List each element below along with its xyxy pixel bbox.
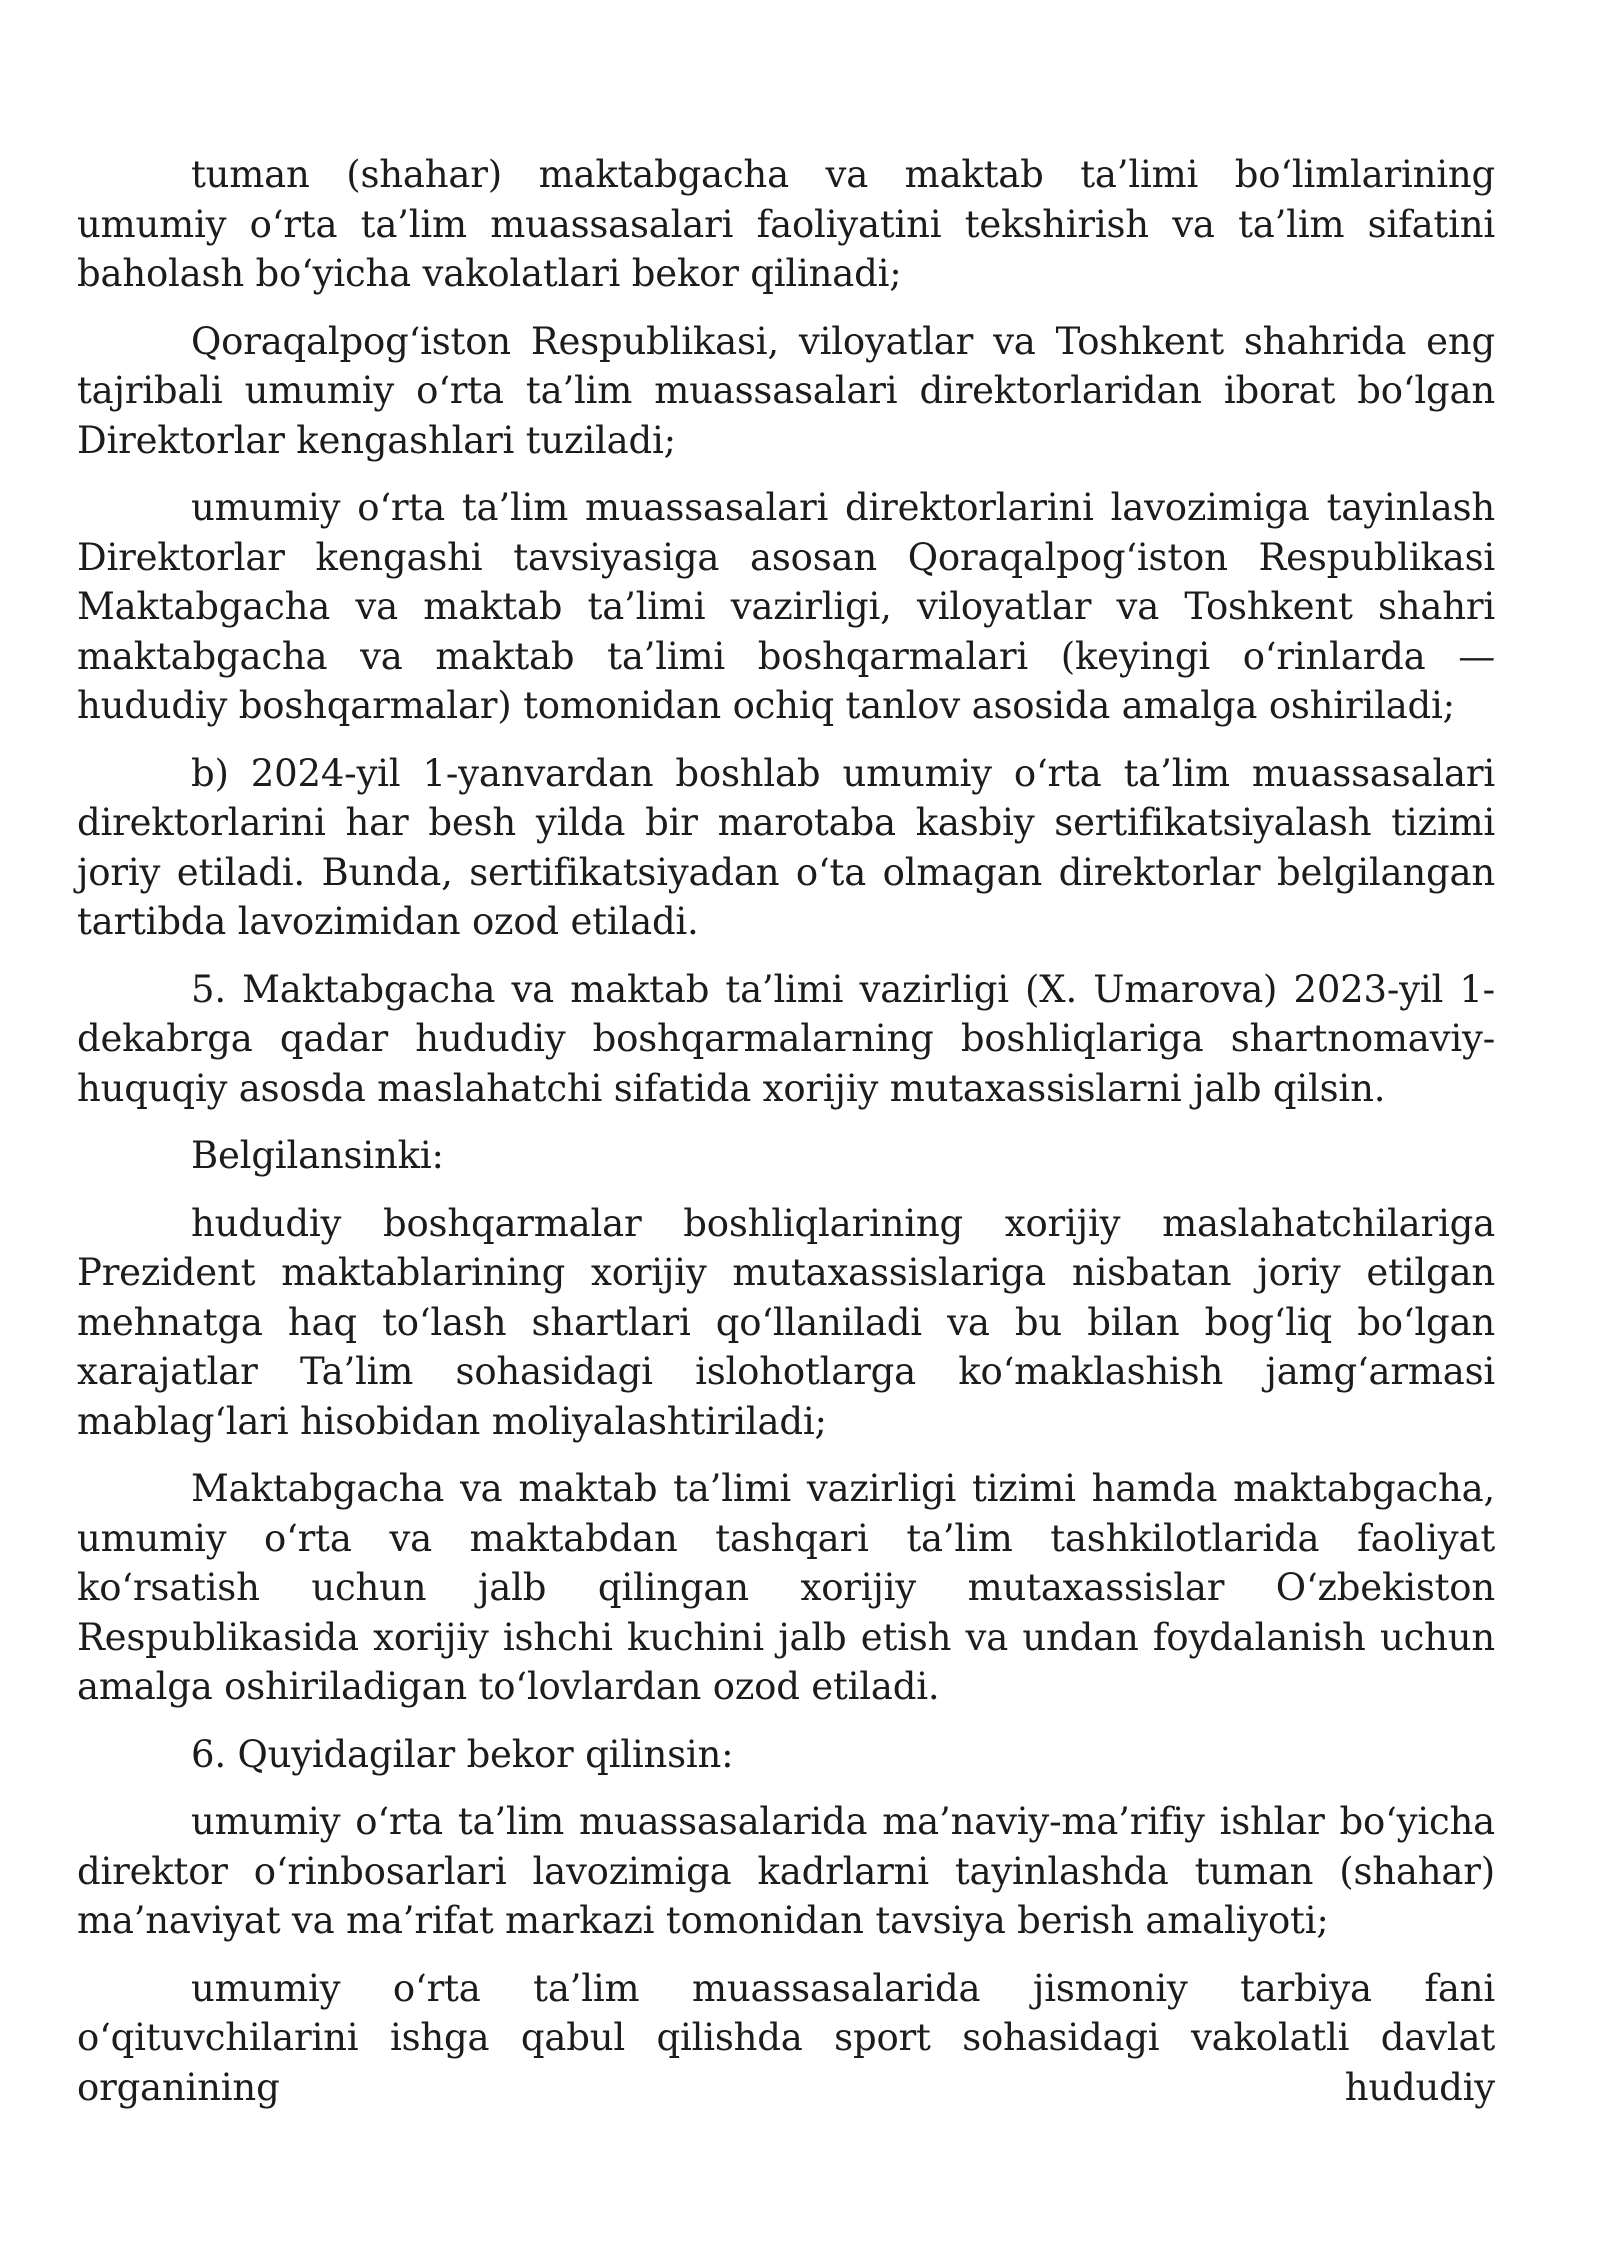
- paragraph-director-certification: b) 2024-yil 1-yanvardan boshlab umumiy o‘rta ta’lim muassasalari direktorlarini har besh yilda bir marotaba kasbiy sertifikatsiyalash tizimi joriy etiladi. Bunda, sertifikatsiyadan o‘ta olmagan direktorlar belgilangan tartibda lavozimidan ozod etiladi.: [77, 751, 1495, 943]
- paragraph-district-powers-revoked: tuman (shahar) maktabgacha va maktab ta’limi bo‘limlarining umumiy o‘rta ta’lim muassasalari faoliyatini tekshirish va ta’lim sifatini baholash bo‘yicha vakolatlari bekor qilinadi;: [77, 153, 1495, 295]
- paragraph-established-heading: Belgilansinki:: [191, 1134, 444, 1177]
- paragraph-deputy-director-practice: umumiy o‘rta ta’lim muassasalarida ma’naviy-ma’rifiy ishlar bo‘yicha direktor o‘rinbosarlari lavozimiga kadrlarni tayinlashda tuman (shahar) ma’naviyat va ma’rifat markazi tomonidan tavsiya berish amaliyoti;: [77, 1800, 1495, 1942]
- paragraph-item-6-heading: 6. Quyidagilar bekor qilinsin:: [191, 1732, 734, 1776]
- paragraph-director-appointment: umumiy o‘rta ta’lim muassasalari direktorlarini lavozimiga tayinlash Direktorlar kengashi tavsiyasiga asosan Qoraqalpog‘iston Respublikasi Maktabgacha va maktab ta’limi vazirligi, viloyatlar va Toshkent shahri maktabgacha va maktab ta’limi boshqarmalari (keyingi o‘rinlarda — hududiy boshqarmalar) tomonidan ochiq tanlov asosida amalga oshiriladi;: [77, 486, 1495, 727]
- paragraph-item-5-foreign-advisors: 5. Maktabgacha va maktab ta’limi vazirligi (X. Umarova) 2023-yil 1-dekabrga qadar hududiy boshqarmalarning boshliqlariga shartnomaviy-huquqiy asosda maslahatchi sifatida xorijiy mutaxassislarni jalb qilsin.: [77, 967, 1495, 1110]
- document-page: [77, 150, 1495, 2130]
- paragraph-pe-teachers-hiring: umumiy o‘rta ta’lim muassasalarida jismoniy tarbiya fani o‘qituvchilarini ishga qabul qilishda sport sohasidagi vakolatli davlat organining hududiy: [77, 1966, 1495, 2109]
- paragraph-advisor-payment: hududiy boshqarmalar boshliqlarining xorijiy maslahatchilariga Prezident maktablarining xorijiy mutaxassislariga nisbatan joriy etilgan mehnatga haq to‘lash shartlari qo‘llaniladi va bu bilan bog‘liq bo‘lgan xarajatlar Ta’lim sohasidagi islohotlarga ko‘maklashish jamg‘armasi mablag‘lari hisobidan moliyalashtiriladi;: [77, 1201, 1495, 1443]
- paragraph-foreign-specialists-exemption: Maktabgacha va maktab ta’limi vazirligi tizimi hamda maktabgacha, umumiy o‘rta va maktabdan tashqari ta’lim tashkilotlarida faoliyat ko‘rsatish uchun jalb qilingan xorijiy mutaxassislar O‘zbekiston Respublikasida xorijiy ishchi kuchini jalb etish va undan foydalanish uchun amalga oshiriladigan to‘lovlardan ozod etiladi.: [77, 1467, 1495, 1708]
- paragraph-directors-councils: Qoraqalpog‘iston Respublikasi, viloyatlar va Toshkent shahrida eng tajribali umumiy o‘rta ta’lim muassasalari direktorlaridan iborat bo‘lgan Direktorlar kengashlari tuziladi;: [77, 319, 1495, 462]
